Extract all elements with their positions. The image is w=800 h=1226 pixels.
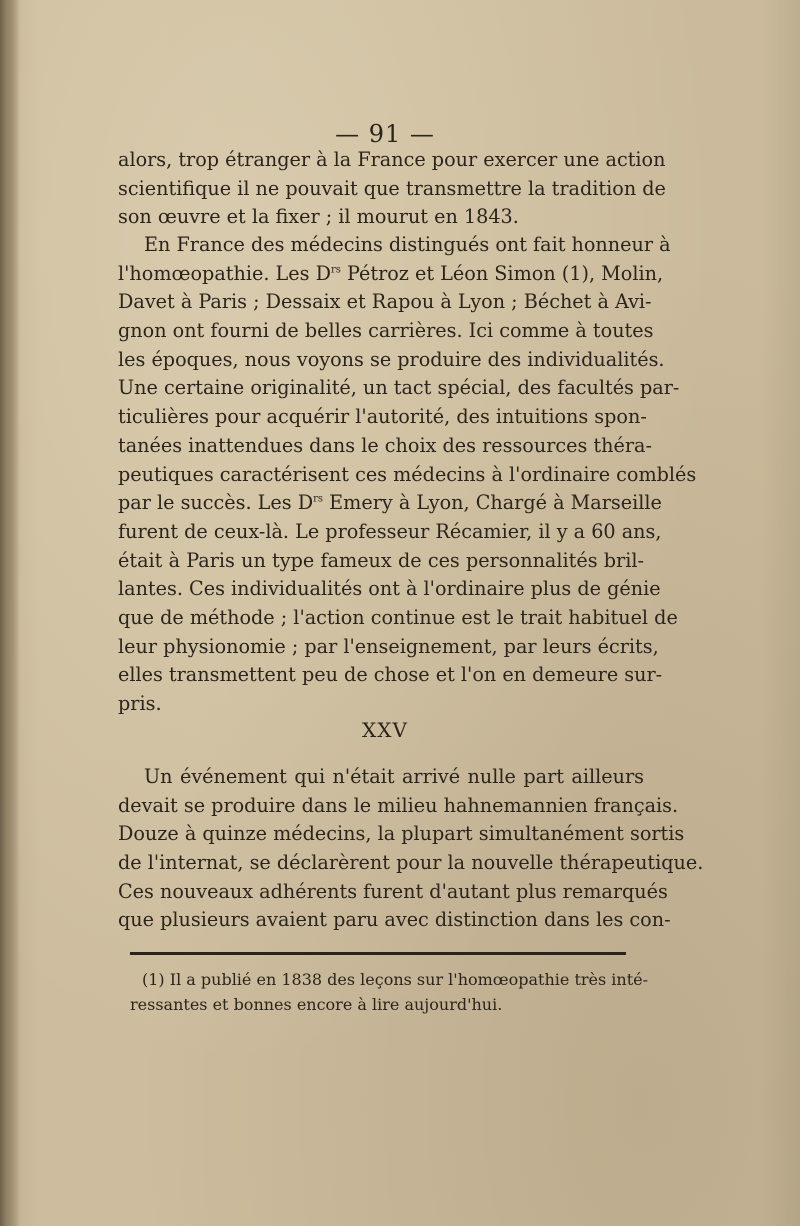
abbreviation-superscript: rs bbox=[330, 264, 341, 276]
text-line: que plusieurs avaient paru avec distinction dans les con- bbox=[118, 908, 671, 932]
text-line: les époques, nous voyons se produire des individualités. bbox=[118, 347, 665, 371]
text-line: peutiques caractérisent ces médecins à l'ordinaire comblés bbox=[118, 462, 697, 486]
text-line: était à Paris un type fameux de ces personnalités bril- bbox=[118, 548, 644, 572]
text-line: son œuvre et la fixer ; il mourut en 1843. bbox=[118, 205, 519, 229]
text-line: furent de ceux-là. Le professeur Récamier, il y a 60 ans, bbox=[118, 519, 662, 543]
text-line: de l'internat, se déclarèrent pour la nouvelle thérapeutique. bbox=[118, 851, 704, 875]
footnote-divider bbox=[130, 952, 626, 955]
text-line: devait se produire dans le milieu hahnemannien français. bbox=[118, 793, 679, 817]
text-line: tanées inattendues dans le choix des ressources théra- bbox=[118, 433, 652, 457]
text-line: pris. bbox=[118, 692, 162, 715]
book-spine-shadow bbox=[0, 0, 20, 1226]
text-line: Douze à quinze médecins, la plupart simultanément sortis bbox=[118, 822, 685, 846]
text-line: Une certaine originalité, un tact spécial, des facultés par- bbox=[118, 376, 680, 400]
text-line: Ces nouveaux adhérents furent d'autant plus remarqués bbox=[118, 879, 668, 903]
footnote-line: ressantes et bonnes encore à lire aujourd'hui. bbox=[130, 995, 503, 1014]
text-line: elles transmettent peu de chose et l'on en demeure sur- bbox=[118, 663, 663, 687]
text-line: par le succès. Les $D^{rs}$ Emery à Lyon, Chargé à Marseille bbox=[118, 491, 662, 515]
footnote bbox=[130, 967, 649, 1017]
text-line: leur physionomie ; par l'enseignement, par leurs écrits, bbox=[118, 634, 659, 658]
paragraph-event bbox=[118, 763, 704, 935]
text-line: ticulières pour acquérir l'autorité, des intuitions spon- bbox=[118, 405, 647, 429]
text-line: Davet à Paris ; Dessaix et Rapou à Lyon ; Béchet à Avi- bbox=[118, 290, 652, 314]
text-line: que de méthode ; l'action continue est le trait habituel de bbox=[118, 605, 678, 629]
text-line: Un événement qui n'était arrivé nulle part ailleurs bbox=[144, 765, 644, 788]
text-line: alors, trop étranger à la France pour exercer une action bbox=[118, 148, 666, 171]
text-line: l'homœopathie. Les $D^{rs}$ Pétroz et Léon Simon (1), Molin, bbox=[118, 261, 664, 285]
paragraph-physicians bbox=[118, 231, 697, 719]
text-line: En France des médecins distingués ont fait honneur à bbox=[144, 233, 671, 256]
text-line: lantes. Ces individualités ont à l'ordinaire plus de génie bbox=[118, 577, 661, 601]
section-heading: XXV bbox=[362, 718, 408, 742]
text-line: gnon ont fourni de belles carrières. Ici comme à toutes bbox=[118, 319, 654, 343]
text-line: scientifique il ne pouvait que transmettre la tradition de bbox=[118, 176, 666, 200]
page-number: — 91 — bbox=[335, 120, 435, 148]
paragraph-continued bbox=[118, 146, 666, 232]
abbreviation-superscript: rs bbox=[313, 493, 324, 505]
footnote-line: (1) Il a publié en 1838 des leçons sur l'homœopathie très inté- bbox=[142, 970, 649, 989]
